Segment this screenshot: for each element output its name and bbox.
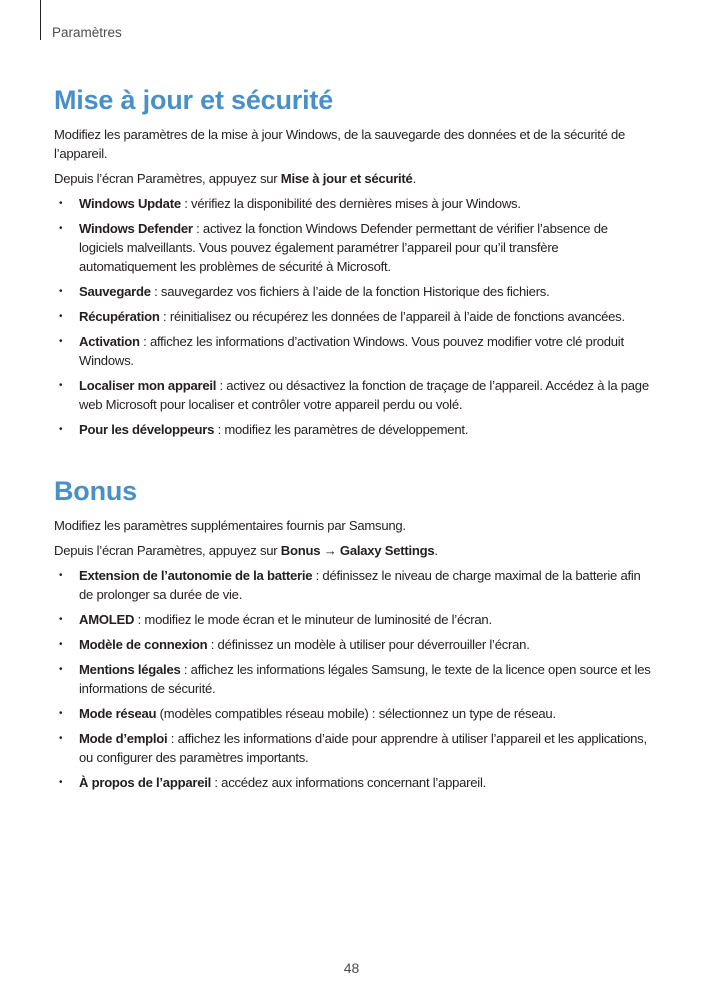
list-item: • Activation : affichez les informations d’activation Windows. Vous pouvez modifier votre clé produit Windows. [59, 334, 624, 368]
bullet-icon: • [59, 664, 63, 675]
list-item: • Modèle de connexion : définissez un modèle à utiliser pour déverrouiller l’écran. [59, 637, 530, 652]
list-item: • Mode d’emploi : affichez les informations d’aide pour apprendre à utiliser l’appareil et les applications, ou configurer des paramètres importants. [59, 731, 647, 765]
navigation-path: Depuis l’écran Paramètres, appuyez sur Mise à jour et sécurité. [54, 171, 416, 186]
settings-list [54, 566, 654, 792]
bullet-icon: • [59, 733, 63, 744]
section-intro: Modifiez les paramètres de la mise à jour Windows, de la sauvegarde des données et de la sécurité de l’appareil. [54, 127, 626, 161]
section-intro: Modifiez les paramètres supplémentaires fournis par Samsung. [54, 518, 406, 533]
list-item: • Extension de l’autonomie de la batterie : définissez le niveau de charge maximal de la batterie afin de prolonger sa durée de vie. [59, 568, 641, 602]
navigation-path: Depuis l’écran Paramètres, appuyez sur Bonus → Galaxy Settings. [54, 543, 438, 558]
section-bonus [54, 473, 654, 792]
settings-list [54, 194, 654, 439]
list-item: • Sauvegarde : sauvegardez vos fichiers à l’aide de la fonction Historique des fichiers. [59, 284, 550, 299]
bullet-icon: • [59, 570, 63, 581]
list-item: • Windows Defender : activez la fonction Windows Defender permettant de vérifier l’absence de logiciels malveillants. Vous pouvez également paramétrer l’appareil pour qu’il transfère automatiquement les problèmes de sécurité à Microsoft. [59, 221, 608, 274]
list-item: • Récupération : réinitialisez ou récupérez les données de l’appareil à l’aide de fonctions avancées. [59, 309, 625, 324]
bullet-icon: • [59, 198, 63, 209]
list-item: • Mentions légales : affichez les informations légales Samsung, le texte de la licence open source et les informations de sécurité. [59, 662, 651, 696]
list-item: • AMOLED : modifiez le mode écran et le minuteur de luminosité de l’écran. [59, 612, 492, 627]
list-item: • Pour les développeurs : modifiez les paramètres de développement. [59, 422, 469, 437]
bullet-icon: • [59, 424, 63, 435]
bullet-icon: • [59, 311, 63, 322]
list-item: • Localiser mon appareil : activez ou désactivez la fonction de traçage de l’appareil. Accédez à la page web Microsoft pour localiser et contrôler votre appareil perdu ou volé. [59, 378, 649, 412]
bullet-icon: • [59, 223, 63, 234]
section-update-security [54, 82, 654, 439]
list-item: • À propos de l’appareil : accédez aux informations concernant l’appareil. [59, 775, 487, 790]
bullet-icon: • [59, 380, 63, 391]
page-content [54, 82, 654, 792]
bullet-icon: • [59, 708, 63, 719]
bullet-icon: • [59, 336, 63, 347]
section-heading: Mise à jour et sécurité [54, 85, 334, 115]
bullet-icon: • [59, 286, 63, 297]
section-heading: Bonus [54, 476, 137, 506]
bullet-icon: • [59, 639, 63, 650]
list-item: • Windows Update : vérifiez la disponibilité des dernières mises à jour Windows. [59, 196, 521, 211]
page-number: 48 [343, 960, 360, 976]
list-item: • Mode réseau (modèles compatibles réseau mobile) : sélectionnez un type de réseau. [59, 706, 556, 721]
header-rule [40, 0, 41, 40]
bullet-icon: • [59, 777, 63, 788]
running-header: Paramètres [52, 25, 122, 40]
bullet-icon: • [59, 614, 63, 625]
